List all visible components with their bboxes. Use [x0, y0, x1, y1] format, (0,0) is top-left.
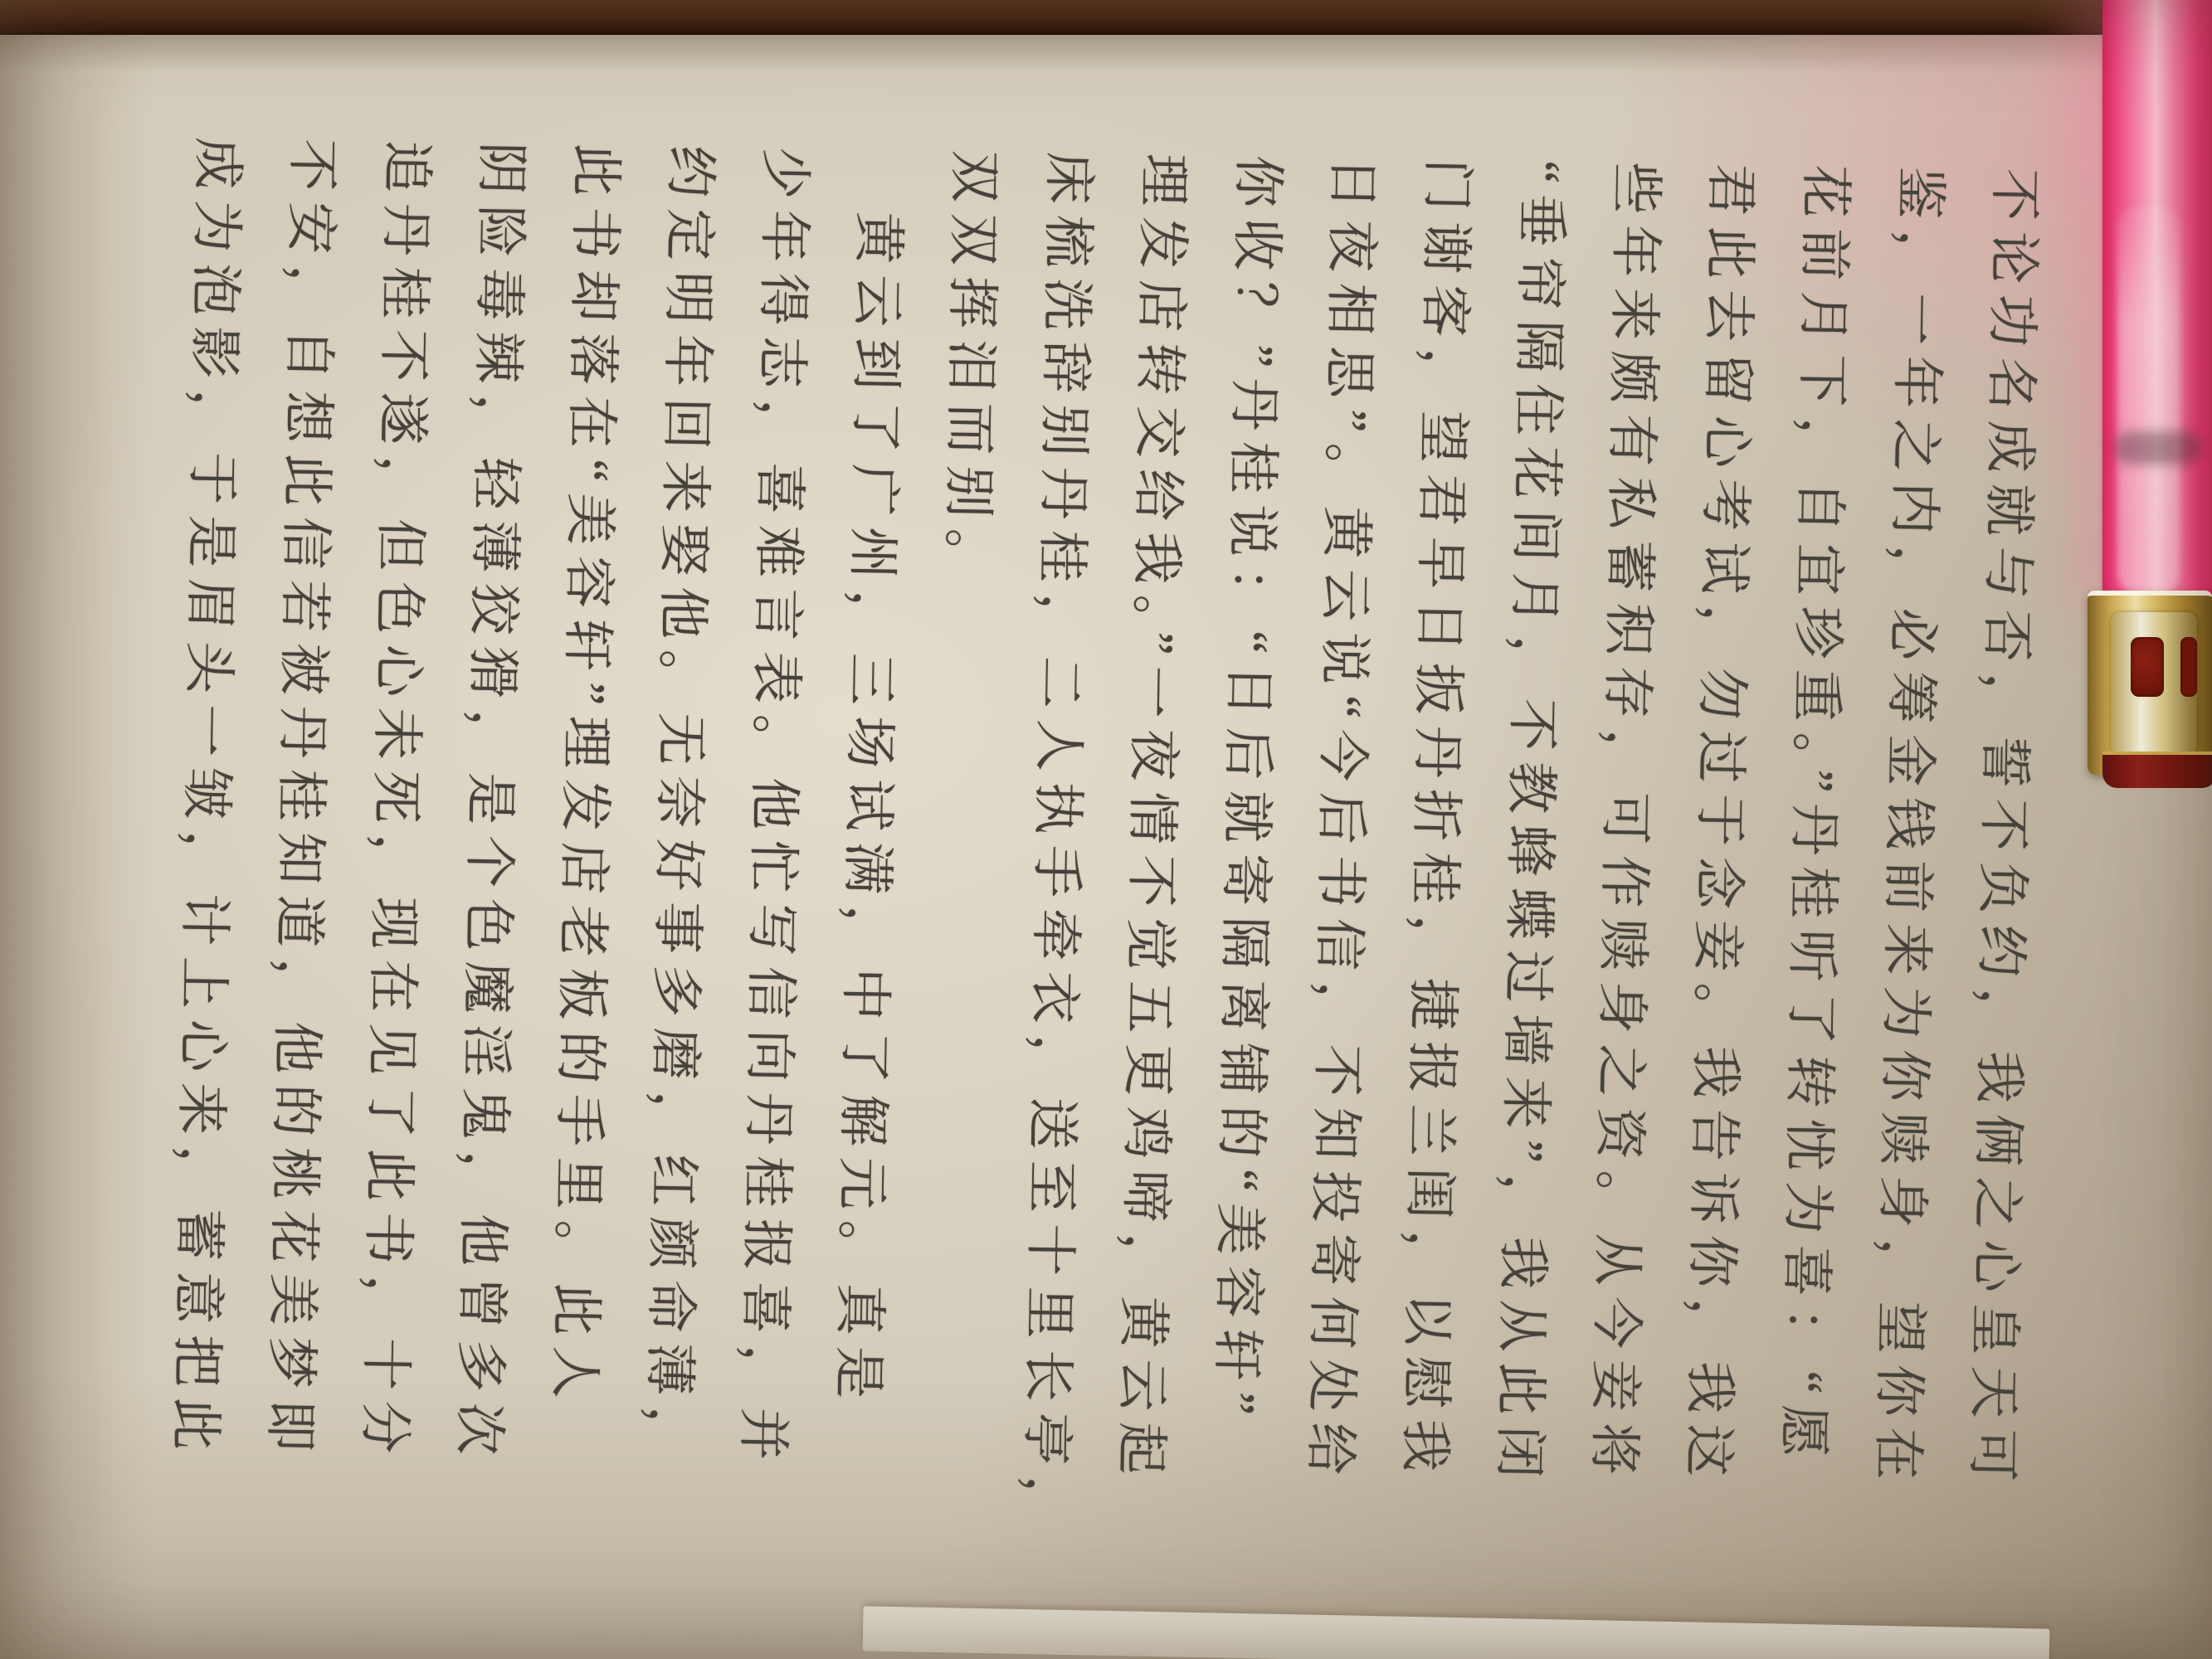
text-line: 双双挥泪而别。: [938, 149, 1004, 592]
text-line: “垂帘隔住花间月，不教蜂蝶过墙来”，我从此闭: [1489, 159, 1571, 1490]
pen-clip-hole: [2180, 637, 2197, 697]
pen-ink-level-mark: [2114, 431, 2202, 465]
pen-tip-rim: [2102, 752, 2212, 788]
text-line: 理发店转交给我。”一夜情不觉五更鸡啼，黄云起: [1111, 153, 1193, 1486]
text-line: 阴险毒辣，轻薄狡猾，是个色魔淫鬼，他曾多次: [449, 141, 531, 1467]
text-line: 你收？”丹桂说：“日后就寄隔离铺的“美容轩”: [1206, 154, 1288, 1427]
text-line: 少年得志，喜难言表。他忙写信向丹桂报喜，并: [733, 146, 815, 1472]
text-line: 鉴，一年之内，必筹金钱前来为你赎身，望你在: [1868, 166, 1950, 1491]
text-line: 不安，自想此信若被丹桂知道，他的桃花美梦即: [260, 138, 342, 1463]
page-text: [144, 124, 2062, 1651]
text-line: 此书却落在“美容轩”理发店老板的手里。此人: [544, 143, 626, 1410]
text-line: 床梳洗辞别丹桂，二人执手牵衣，送至十里长亭，: [1016, 151, 1099, 1540]
pen-clip-band: [2111, 612, 2197, 755]
pen-clip-hole: [2131, 637, 2164, 697]
text-line: 不论功名成就与否，誓不负约，我俩之心皇天可: [1962, 168, 2044, 1493]
text-line: 君此去留心考试，勿过于念妾。我告诉你，我这: [1678, 163, 1761, 1488]
text-line: 花前月下，自宜珍重。”丹桂听了转忧为喜：“愿: [1773, 164, 1855, 1468]
text-line: 追丹桂不遂，但色心未死，现在见了此书，十分: [354, 139, 436, 1465]
text-line: 约定明年回来娶他。无奈好事多磨，红颜命薄，: [638, 144, 720, 1470]
table-surface: [0, 0, 2212, 35]
text-line: 门谢客，望君早日扳丹折桂，捷报兰闺，以慰我: [1395, 158, 1477, 1483]
text-line: 黄云到了广州，三场试满，中了解元。真是: [828, 148, 909, 1410]
text-line: 成为泡影，于是眉头一皱，计上心来，蓄意把此: [165, 136, 247, 1462]
text-line: 些年来颇有私蓄积存，可作赎身之资。从今妾将: [1584, 161, 1666, 1486]
pen-barrel-highlight: [2117, 206, 2180, 594]
text-line: 日夜相思”。黄云说“今后书信，不知投寄何处给: [1300, 156, 1382, 1486]
